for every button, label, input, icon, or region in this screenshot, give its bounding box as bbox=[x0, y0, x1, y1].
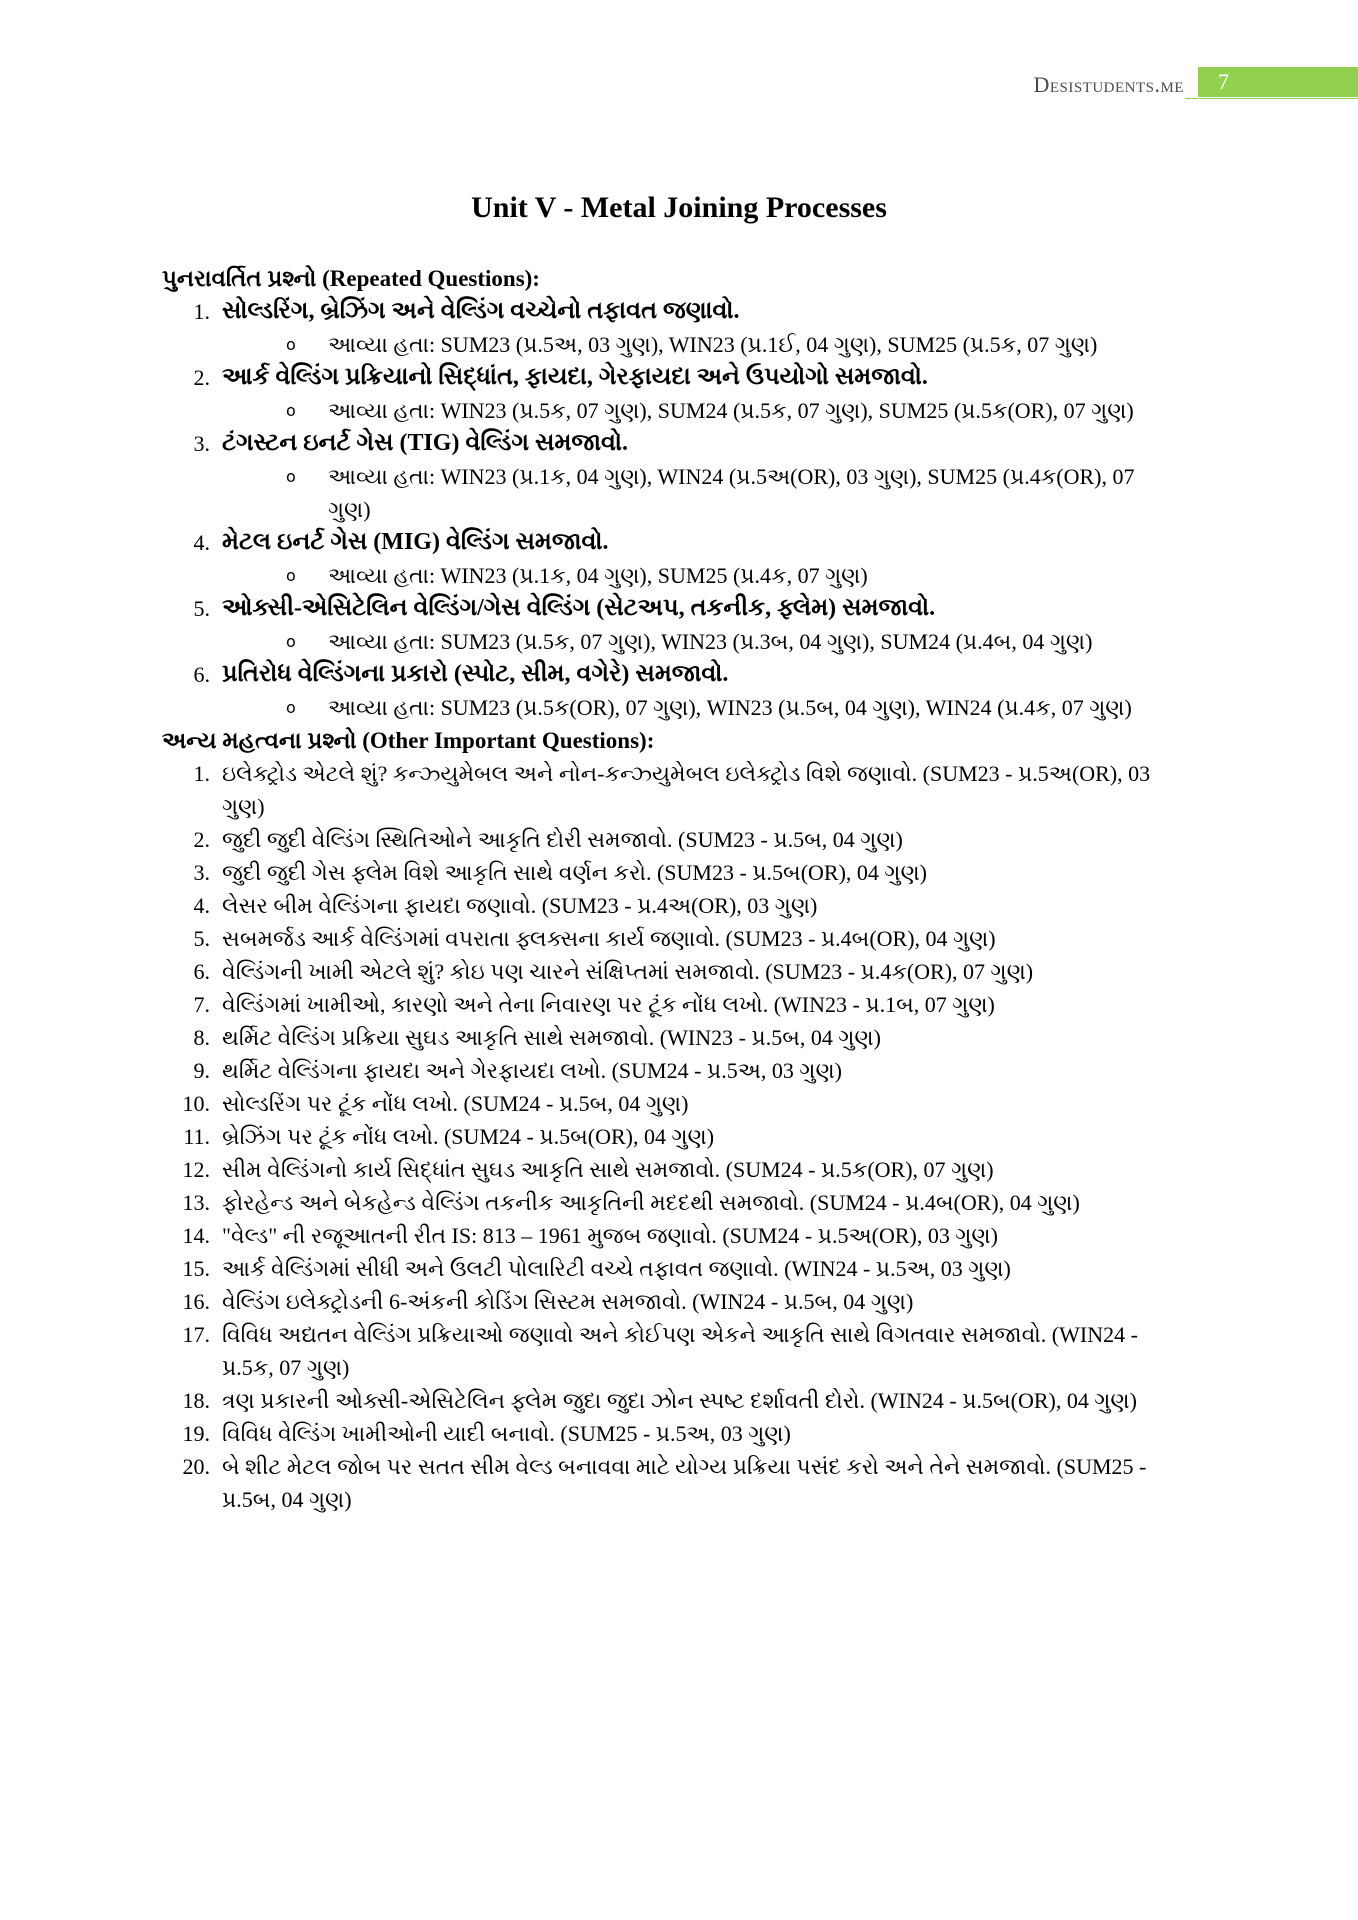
other-question-item bbox=[162, 823, 1202, 856]
question-text: ઓક્સી-એસિટેલિન વેલ્ડિંગ/ગેસ વેલ્ડિંગ (સેટઅપ, તકનીક, ફ્લેમ) સમજાવો. bbox=[222, 595, 936, 621]
question-text: પ્રતિરોધ વેલ્ડિંગના પ્રકારો (સ્પોટ, સીમ, વગેરે) સમજાવો. bbox=[222, 661, 729, 687]
asked-in-row bbox=[162, 394, 1202, 427]
other-question-item bbox=[162, 1087, 1202, 1120]
other-question-item bbox=[162, 1153, 1202, 1186]
bullet-icon: o bbox=[286, 401, 296, 420]
question-text: સોલ્ડરિંગ પર ટૂંક નોંધ લખો. (SUM24 - પ્ર.5બ, 04 ગુણ) bbox=[222, 1091, 689, 1116]
question-row bbox=[162, 658, 1202, 691]
question-number: 4. bbox=[193, 530, 210, 555]
other-question-item bbox=[162, 955, 1202, 988]
question-text: વિવિધ અદ્યતન વેલ્ડિંગ પ્રક્રિયાઓ જણાવો અને કોઈપણ એકને આકૃતિ સાથે વિગતવાર સમજાવો. (WIN24 - પ્ર.5ક, 07 ગુણ) bbox=[222, 1322, 1138, 1380]
question-text: સોલ્ડરિંગ, બ્રેઝિંગ અને વેલ્ડિંગ વચ્ચેનો તફાવત જણાવો. bbox=[222, 298, 740, 324]
question-number: 9. bbox=[193, 1058, 210, 1083]
repeated-question-item bbox=[162, 427, 1202, 526]
question-number: 2. bbox=[193, 827, 210, 852]
question-text: વિવિધ વેલ્ડિંગ ખામીઓની યાદી બનાવો. (SUM25 - પ્ર.5અ, 03 ગુણ) bbox=[222, 1421, 791, 1446]
repeated-question-item bbox=[162, 658, 1202, 724]
asked-in-text: આવ્યા હતા: WIN23 (પ્ર.5ક, 07 ગુણ), SUM24 (પ્ર.5ક, 07 ગુણ), SUM25 (પ્ર.5ક(OR), 07 ગુણ) bbox=[328, 398, 1134, 423]
question-text: થર્મિટ વેલ્ડિંગ પ્રક્રિયા સુઘડ આકૃતિ સાથે સમજાવો. (WIN23 - પ્ર.5બ, 04 ગુણ) bbox=[222, 1025, 881, 1050]
question-number: 19. bbox=[182, 1421, 210, 1446]
question-text: બે શીટ મેટલ જોબ પર સતત સીમ વેલ્ડ બનાવવા માટે યોગ્ય પ્રક્રિયા પસંદ કરો અને તેને સમજાવો. (SUM25 - પ્ર.5બ, 04 ગુણ) bbox=[222, 1454, 1147, 1512]
question-text: જુદી જુદી ગેસ ફ્લેમ વિશે આકૃતિ સાથે વર્ણન કરો. (SUM23 - પ્ર.5બ(OR), 04 ગુણ) bbox=[222, 860, 928, 885]
question-number: 2. bbox=[193, 365, 210, 390]
asked-in-text: આવ્યા હતા: SUM23 (પ્ર.5અ, 03 ગુણ), WIN23 (પ્ર.1ઈ, 04 ગુણ), SUM25 (પ્ર.5ક, 07 ગુણ) bbox=[328, 332, 1098, 357]
question-text: વેલ્ડિંગની ખામી એટલે શું? કોઇ પણ ચારને સંક્ષિપ્તમાં સમજાવો. (SUM23 - પ્ર.4ક(OR), 07 ગુણ) bbox=[222, 959, 1034, 984]
question-row bbox=[162, 295, 1202, 328]
question-text: વેલ્ડિંગમાં ખામીઓ, કારણો અને તેના નિવારણ પર ટૂંક નોંધ લખો. (WIN23 - પ્ર.1બ, 07 ગુણ) bbox=[222, 992, 995, 1017]
question-text: મેટલ ઇનર્ટ ગેસ (MIG) વેલ્ડિંગ સમજાવો. bbox=[222, 529, 609, 555]
question-number: 5. bbox=[193, 596, 210, 621]
asked-in-row bbox=[162, 328, 1202, 361]
question-text: બ્રેઝિંગ પર ટૂંક નોંધ લખો. (SUM24 - પ્ર.5બ(OR), 04 ગુણ) bbox=[222, 1124, 715, 1149]
page-number-badge: 7 bbox=[1198, 67, 1358, 97]
other-question-item bbox=[162, 922, 1202, 955]
question-number: 14. bbox=[182, 1223, 210, 1248]
other-question-item bbox=[162, 1417, 1202, 1450]
question-number: 7. bbox=[193, 992, 210, 1017]
asked-in-text: આવ્યા હતા: SUM23 (પ્ર.5ક(OR), 07 ગુણ), WIN23 (પ્ર.5બ, 04 ગુણ), WIN24 (પ્ર.4ક, 07 ગુણ) bbox=[328, 695, 1132, 720]
question-number: 5. bbox=[193, 926, 210, 951]
asked-in-text: આવ્યા હતા: SUM23 (પ્ર.5ક, 07 ગુણ), WIN23 (પ્ર.3બ, 04 ગુણ), SUM24 (પ્ર.4બ, 04 ગુણ) bbox=[328, 629, 1093, 654]
other-question-item bbox=[162, 1318, 1202, 1384]
repeated-question-item bbox=[162, 592, 1202, 658]
question-text: લેસર બીમ વેલ્ડિંગના ફાયદા જણાવો. (SUM23 - પ્ર.4અ(OR), 03 ગુણ) bbox=[222, 893, 818, 918]
question-number: 10. bbox=[182, 1091, 210, 1116]
bullet-icon: o bbox=[286, 467, 296, 486]
question-text: ઇલેક્ટ્રોડ એટલે શું? કન્ઝ્યુમેબલ અને નોન-કન્ઝ્યુમેબલ ઇલેક્ટ્રોડ વિશે જણાવો. (SUM23 - પ્ર.5અ(OR), 03 ગુણ) bbox=[222, 761, 1151, 819]
other-question-item bbox=[162, 856, 1202, 889]
other-question-item bbox=[162, 1186, 1202, 1219]
asked-in-text: આવ્યા હતા: WIN23 (પ્ર.1ક, 04 ગુણ), SUM25 (પ્ર.4ક, 07 ગુણ) bbox=[328, 563, 868, 588]
question-number: 20. bbox=[182, 1454, 210, 1479]
questions-content bbox=[162, 262, 1202, 1516]
question-text: "વેલ્ડ" ની રજૂઆતની રીત IS: 813 – 1961 મુજબ જણાવો. (SUM24 - પ્ર.5અ(OR), 03 ગુણ) bbox=[222, 1223, 998, 1248]
question-number: 15. bbox=[182, 1256, 210, 1281]
asked-in-row bbox=[162, 691, 1202, 724]
other-question-item bbox=[162, 1219, 1202, 1252]
question-text: થર્મિટ વેલ્ડિંગના ફાયદા અને ગેરફાયદા લખો. (SUM24 - પ્ર.5અ, 03 ગુણ) bbox=[222, 1058, 842, 1083]
question-text: જુદી જુદી વેલ્ડિંગ સ્થિતિઓને આકૃતિ દોરી સમજાવો. (SUM23 - પ્ર.5બ, 04 ગુણ) bbox=[222, 827, 903, 852]
asked-in-row bbox=[162, 460, 1202, 526]
repeated-question-item bbox=[162, 361, 1202, 427]
repeated-questions-list bbox=[162, 295, 1202, 724]
question-text: સીમ વેલ્ડિંગનો કાર્ય સિદ્ધાંત સુઘડ આકૃતિ સાથે સમજાવો. (SUM24 - પ્ર.5ક(OR), 07 ગુણ) bbox=[222, 1157, 994, 1182]
repeated-question-item bbox=[162, 526, 1202, 592]
question-row bbox=[162, 526, 1202, 559]
question-row bbox=[162, 427, 1202, 460]
other-question-item bbox=[162, 988, 1202, 1021]
bullet-icon: o bbox=[286, 335, 296, 354]
question-number: 12. bbox=[182, 1157, 210, 1182]
question-number: 8. bbox=[193, 1025, 210, 1050]
question-text: સબમર્જડ આર્ક વેલ્ડિંગમાં વપરાતા ફ્લક્સના કાર્ય જણાવો. (SUM23 - પ્ર.4બ(OR), 04 ગુણ) bbox=[222, 926, 996, 951]
question-text: ફોરહેન્ડ અને બેકહેન્ડ વેલ્ડિંગ તકનીક આકૃતિની મદદથી સમજાવો. (SUM24 - પ્ર.4બ(OR), 04 ગુણ) bbox=[222, 1190, 1080, 1215]
asked-in-text: આવ્યા હતા: WIN23 (પ્ર.1ક, 04 ગુણ), WIN24 (પ્ર.5અ(OR), 03 ગુણ), SUM25 (પ્ર.4ક(OR), 07 ગુણ) bbox=[328, 464, 1135, 522]
question-number: 1. bbox=[193, 299, 210, 324]
unit-title: Unit V - Metal Joining Processes bbox=[471, 191, 887, 224]
bullet-icon: o bbox=[286, 698, 296, 717]
question-number: 3. bbox=[193, 860, 210, 885]
question-number: 11. bbox=[183, 1124, 210, 1149]
other-question-item bbox=[162, 1054, 1202, 1087]
question-text: ટંગસ્ટન ઇનર્ટ ગેસ (TIG) વેલ્ડિંગ સમજાવો. bbox=[222, 430, 629, 456]
question-row bbox=[162, 361, 1202, 394]
question-number: 17. bbox=[182, 1322, 210, 1347]
other-question-item bbox=[162, 757, 1202, 823]
question-number: 6. bbox=[193, 959, 210, 984]
asked-in-row bbox=[162, 625, 1202, 658]
site-name: Desistudents.me bbox=[1033, 72, 1184, 97]
question-text: વેલ્ડિંગ ઇલેક્ટ્રોડની 6-અંકની કોડિંગ સિસ્ટમ સમજાવો. (WIN24 - પ્ર.5બ, 04 ગુણ) bbox=[222, 1289, 914, 1314]
other-question-item bbox=[162, 1285, 1202, 1318]
question-number: 4. bbox=[193, 893, 210, 918]
other-question-item bbox=[162, 1021, 1202, 1054]
question-number: 1. bbox=[193, 761, 210, 786]
question-text: ત્રણ પ્રકારની ઓક્સી-એસિટેલિન ફ્લેમ જુદા જુદા ઝોન સ્પષ્ટ દર્શાવતી દોરો. (WIN24 - પ્ર.5બ(OR), 04 ગુણ) bbox=[222, 1388, 1137, 1413]
bullet-icon: o bbox=[286, 632, 296, 651]
question-text: આર્ક વેલ્ડિંગ પ્રક્રિયાનો સિદ્ધાંત, ફાયદા, ગેરફાયદા અને ઉપયોગો સમજાવો. bbox=[222, 364, 928, 390]
other-question-item bbox=[162, 1252, 1202, 1285]
bullet-icon: o bbox=[286, 566, 296, 585]
question-number: 13. bbox=[182, 1190, 210, 1215]
repeated-question-item bbox=[162, 295, 1202, 361]
other-questions-list bbox=[162, 757, 1202, 1516]
question-row bbox=[162, 592, 1202, 625]
other-question-item bbox=[162, 1384, 1202, 1417]
other-question-item bbox=[162, 889, 1202, 922]
repeated-questions-heading: પુનરાવર્તિત પ્રશ્નો (Repeated Questions): bbox=[162, 266, 540, 291]
asked-in-row bbox=[162, 559, 1202, 592]
other-question-item bbox=[162, 1120, 1202, 1153]
question-number: 3. bbox=[193, 431, 210, 456]
other-questions-heading: અન્ય મહત્વના પ્રશ્નો (Other Important Questions): bbox=[162, 728, 655, 753]
other-question-item bbox=[162, 1450, 1202, 1516]
question-number: 16. bbox=[182, 1289, 210, 1314]
page-header bbox=[1033, 66, 1358, 98]
question-text: આર્ક વેલ્ડિંગમાં સીધી અને ઉલટી પોલારિટી વચ્ચે તફાવત જણાવો. (WIN24 - પ્ર.5અ, 03 ગુણ) bbox=[222, 1256, 1011, 1281]
header-rule bbox=[1185, 98, 1358, 99]
question-number: 6. bbox=[193, 662, 210, 687]
question-number: 18. bbox=[182, 1388, 210, 1413]
